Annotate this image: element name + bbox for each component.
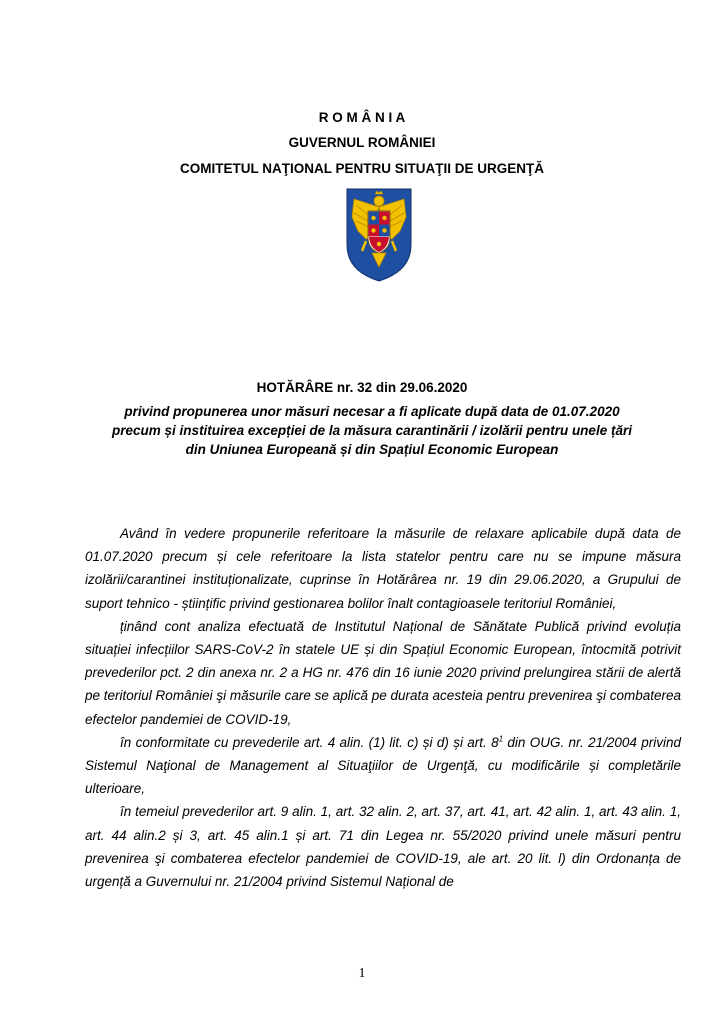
decision-title: HOTĂRÂRE nr. 32 din 29.06.2020 bbox=[256, 380, 468, 395]
paragraph-conformity-part1: în conformitate cu prevederile art. 4 alin. (1) lit. c) și d) și art. 8 bbox=[120, 734, 499, 750]
paragraph-conformity-part2: din OUG. nr. 21/2004 privind Sistemul Naţional de Management al Situaţiilor de Urgenţă, cu modificările și completările ulterioare, bbox=[85, 734, 681, 797]
paragraph-legal-basis: în temeiul prevederilor art. 9 alin. 1, art. 32 alin. 2, art. 37, art. 41, art. 42 alin. 1, art. 43 alin. 1, art. 44 alin.2 și 3, art. 45 alin.1 și art. 71 din Legea nr. 55/2020 privind unele măsuri pentru prevenirea şi combaterea efectelor pandemiei de COVID-19, ale art. 20 lit. l) din Ordonanța de urgență a Guvernului nr. 21/2004 privind Sistemul Național de bbox=[85, 804, 681, 890]
paragraph-considering-proposals: Având în vedere propunerile referitoare la măsurile de relaxare aplicabile după data de 01.07.2020 precum și cele referitoare la lista statelor pentru care nu se impune măsura izolării/carantinei instituționalizate, cuprinse în Hotărârea nr. 19 din 29.06.2020, a Grupului de suport tehnico - științific privind gestionarea bolilor înalt contagioasele teritoriul României, bbox=[85, 526, 681, 611]
superscript-article: 1 bbox=[498, 734, 504, 744]
decision-subtitle: privind propunerea unor măsuri necesar a fi aplicate după data de 01.07.2020 precum și instituirea excepției de la măsura carantinării / izolării pentru unele țări din Uniunea Europeană și din Spațiul Economic European bbox=[112, 404, 632, 457]
country-heading: R O M Â N I A bbox=[318, 110, 406, 125]
document-body bbox=[85, 522, 681, 893]
romanian-coat-of-arms-icon bbox=[344, 187, 414, 283]
government-heading: GUVERNUL ROMÂNIEI bbox=[288, 135, 436, 150]
paragraph-insp-analysis: ținând cont analiza efectuată de Institutul Național de Sănătate Publică privind evoluția situației infecțiilor SARS-CoV-2 în statele UE și din Spațiul Economic European, întocmită potrivit prevederilor pct. 2 din anexa nr. 2 a HG nr. 476 din 16 iunie 2020 privind prelungirea stării de alertă pe teritoriul României şi măsurile care se aplică pe durata acesteia pentru prevenirea şi combaterea efectelor pandemiei de COVID-19, bbox=[85, 618, 681, 727]
page-number: 1 bbox=[358, 966, 366, 981]
committee-heading: COMITETUL NAŢIONAL PENTRU SITUAŢII DE URGENŢĂ bbox=[180, 161, 544, 176]
paragraph-conformity bbox=[85, 731, 681, 801]
